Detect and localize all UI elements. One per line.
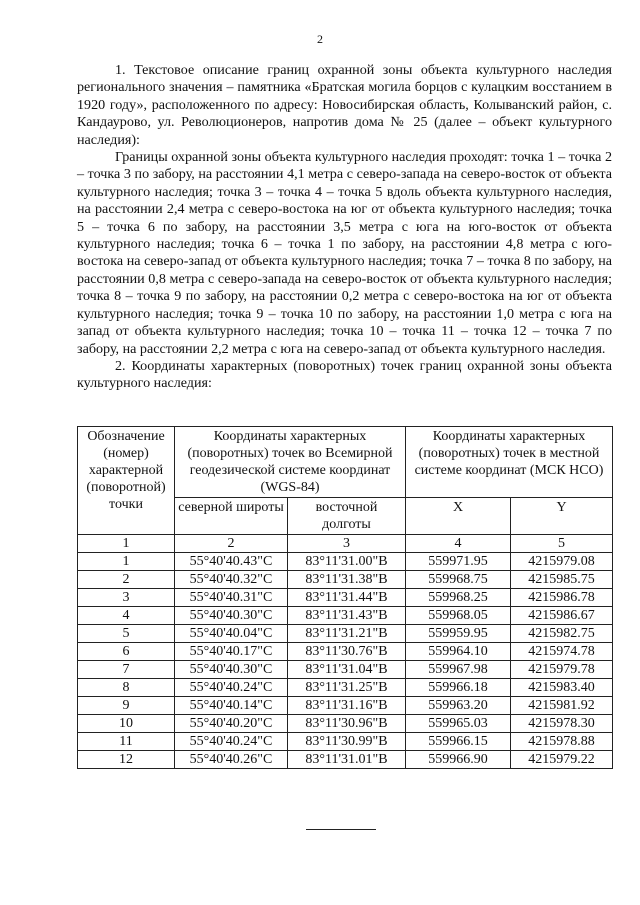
latitude-cell: 55°40'40.17"С — [175, 643, 288, 661]
column-number: 2 — [175, 535, 288, 553]
section1-paragraph2: Границы охранной зоны объекта культурного наследия проходят: точка 1 – точка 2 – точка 3 по забору, на расстоянии 4,1 метра с северо-запада на северо-восток от объекта культурного наследия; точка 3 – точка 4 – точка 5 вдоль объекта культурного наследия, на расстоянии 2,4 метра с северо-востока на юг от объекта культурного наследия; точка 5 – точка 6 по забору, на расстоянии 3,5 метра с юга на юго-восток от объекта культурного наследия; точка 6 – точка 1 по забору, на расстоянии 4,8 метра с юго-востока на северо-запад от объекта культурного наследия; точка 7 – точка 8 по забору, на расстоянии 0,8 метра с северо-запада на северо-восток от объекта культурного наследия; точка 8 – точка 9 по забору, на расстоянии 0,2 метра с северо-востока на юг от объекта культурного наследия; точка 9 – точка 10 по забору, на расстоянии 1,0 метра с юга на запад от объекта культурного наследия; точка 10 – точка 11 – точка 12 – точка 7 по забору, на расстоянии 2,2 метра с юга на северо-запад от объекта культурного наследия. — [77, 149, 612, 357]
footer-divider — [306, 829, 376, 830]
x-coordinate-cell: 559966.15 — [406, 733, 511, 751]
y-coordinate-cell: 4215979.08 — [511, 553, 613, 571]
longitude-cell: 83°11'31.38"В — [288, 571, 406, 589]
column-number: 4 — [406, 535, 511, 553]
latitude-cell: 55°40'40.04"С — [175, 625, 288, 643]
longitude-cell: 83°11'31.43"В — [288, 607, 406, 625]
point-number-cell: 9 — [78, 697, 175, 715]
table-row — [78, 553, 613, 571]
table-row — [78, 571, 613, 589]
table-body — [78, 535, 613, 769]
x-coordinate-cell: 559967.98 — [406, 661, 511, 679]
latitude-cell: 55°40'40.14"С — [175, 697, 288, 715]
table-row — [78, 661, 613, 679]
longitude-cell: 83°11'31.01"В — [288, 751, 406, 769]
section2-paragraph: 2. Координаты характерных (поворотных) точек границ охранной зоны объекта культурного наследия: — [77, 357, 612, 392]
x-coordinate-cell: 559964.10 — [406, 643, 511, 661]
y-coordinate-cell: 4215979.22 — [511, 751, 613, 769]
table-row — [78, 643, 613, 661]
table-header-row — [78, 427, 613, 498]
table-row — [78, 751, 613, 769]
table-row — [78, 697, 613, 715]
longitude-cell: 83°11'30.96"В — [288, 715, 406, 733]
table-row — [78, 679, 613, 697]
local-system-group-header: Координаты характерных (поворотных) точек в местной системе координат (МСК НСО) — [406, 427, 613, 498]
point-number-cell: 12 — [78, 751, 175, 769]
latitude-cell: 55°40'40.30"С — [175, 607, 288, 625]
longitude-cell: 83°11'31.00"В — [288, 553, 406, 571]
latitude-cell: 55°40'40.26"С — [175, 751, 288, 769]
latitude-cell: 55°40'40.20"С — [175, 715, 288, 733]
point-number-cell: 10 — [78, 715, 175, 733]
x-coordinate-cell: 559963.20 — [406, 697, 511, 715]
point-number-cell: 6 — [78, 643, 175, 661]
y-coordinate-cell: 4215978.30 — [511, 715, 613, 733]
x-coordinate-cell: 559966.18 — [406, 679, 511, 697]
point-number-cell: 4 — [78, 607, 175, 625]
y-header: Y — [511, 498, 613, 535]
point-number-header: Обозначение (номер) характерной (поворотной) точки — [78, 427, 175, 535]
longitude-cell: 83°11'30.76"В — [288, 643, 406, 661]
y-coordinate-cell: 4215986.78 — [511, 589, 613, 607]
y-coordinate-cell: 4215981.92 — [511, 697, 613, 715]
document-body — [77, 62, 612, 393]
x-coordinate-cell: 559968.25 — [406, 589, 511, 607]
y-coordinate-cell: 4215983.40 — [511, 679, 613, 697]
x-coordinate-cell: 559959.95 — [406, 625, 511, 643]
column-number: 3 — [288, 535, 406, 553]
x-coordinate-cell: 559965.03 — [406, 715, 511, 733]
point-number-cell: 7 — [78, 661, 175, 679]
wgs84-group-header: Координаты характерных (поворотных) точек во Всемирной геодезической системе координат (WGS-84) — [175, 427, 406, 498]
x-coordinate-cell: 559968.05 — [406, 607, 511, 625]
longitude-cell: 83°11'31.44"В — [288, 589, 406, 607]
latitude-cell: 55°40'40.24"С — [175, 733, 288, 751]
longitude-header: восточной долготы — [288, 498, 406, 535]
point-number-cell: 11 — [78, 733, 175, 751]
point-number-cell: 8 — [78, 679, 175, 697]
x-coordinate-cell: 559966.90 — [406, 751, 511, 769]
y-coordinate-cell: 4215978.88 — [511, 733, 613, 751]
longitude-cell: 83°11'31.16"В — [288, 697, 406, 715]
point-number-cell: 3 — [78, 589, 175, 607]
latitude-cell: 55°40'40.43"С — [175, 553, 288, 571]
latitude-cell: 55°40'40.32"С — [175, 571, 288, 589]
latitude-cell: 55°40'40.30"С — [175, 661, 288, 679]
column-number: 5 — [511, 535, 613, 553]
y-coordinate-cell: 4215979.78 — [511, 661, 613, 679]
table-row — [78, 733, 613, 751]
longitude-cell: 83°11'30.99"В — [288, 733, 406, 751]
x-coordinate-cell: 559971.95 — [406, 553, 511, 571]
x-coordinate-cell: 559968.75 — [406, 571, 511, 589]
latitude-header: северной широты — [175, 498, 288, 535]
column-number: 1 — [78, 535, 175, 553]
y-coordinate-cell: 4215982.75 — [511, 625, 613, 643]
section1-paragraph1: 1. Текстовое описание границ охранной зоны объекта культурного наследия регионального значения – памятника «Братская могила борцов с кулацким восстанием в 1920 году», расположенного по адресу: Новосибирская область, Колыванский район, с. Кандаурово, ул. Революционеров, напротив дома № 25 (далее – объект культурного наследия): — [77, 62, 612, 148]
table-row — [78, 589, 613, 607]
coordinates-table — [77, 426, 613, 769]
y-coordinate-cell: 4215974.78 — [511, 643, 613, 661]
latitude-cell: 55°40'40.31"С — [175, 589, 288, 607]
point-number-cell: 2 — [78, 571, 175, 589]
longitude-cell: 83°11'31.21"В — [288, 625, 406, 643]
x-header: X — [406, 498, 511, 535]
table-row — [78, 715, 613, 733]
point-number-cell: 5 — [78, 625, 175, 643]
longitude-cell: 83°11'31.25"В — [288, 679, 406, 697]
y-coordinate-cell: 4215985.75 — [511, 571, 613, 589]
y-coordinate-cell: 4215986.67 — [511, 607, 613, 625]
table-row — [78, 607, 613, 625]
longitude-cell: 83°11'31.04"В — [288, 661, 406, 679]
table-row — [78, 625, 613, 643]
latitude-cell: 55°40'40.24"С — [175, 679, 288, 697]
point-number-cell: 1 — [78, 553, 175, 571]
page-number: 2 — [317, 32, 323, 46]
column-number-row — [78, 535, 613, 553]
